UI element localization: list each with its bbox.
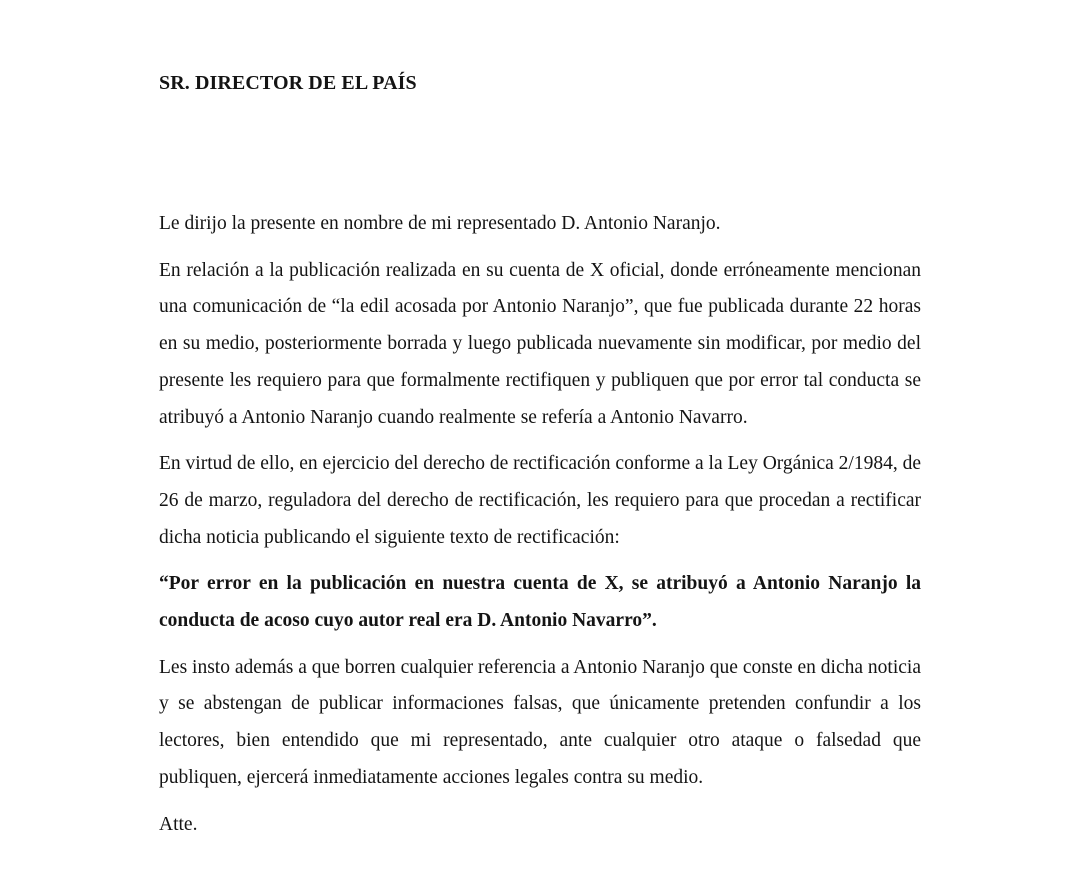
paragraph-demand: Les insto además a que borren cualquier referencia a Antonio Naranjo que conste en dicha noticia y se abstengan de publicar informaciones falsas, que únicamente pretenden confundir a los lectores, bien entendido que mi representado, ante cualquier otro ataque o falsedad que publiquen, ejercerá inmediatamente acciones legales contra su medio. — [159, 656, 921, 788]
paragraph-legal-basis: En virtud de ello, en ejercicio del derecho de rectificación conforme a la Ley Orgánica 2/1984, de 26 de marzo, reguladora del derecho de rectificación, les requiero para que procedan a rectificar dicha noticia publicando el siguiente texto de rectificación: — [159, 453, 921, 548]
paragraph-context: En relación a la publicación realizada en su cuenta de X oficial, donde erróneamente mencionan una comunicación de “la edil acosada por Antonio Naranjo”, que fue publicada durante 22 horas en su medio, posteriormente borrada y luego publicada nuevamente sin modificar, por medio del presente les requiero para que formalmente rectifiquen y publiquen que por error tal conducta se atribuyó a Antonio Naranjo cuando realmente se refería a Antonio Navarro. — [159, 259, 921, 428]
paragraph-closing: Atte. — [159, 813, 198, 835]
letter-heading: SR. DIRECTOR DE EL PAÍS — [159, 72, 417, 94]
letter-body — [159, 206, 921, 853]
paragraph-rectification-text: “Por error en la publicación en nuestra cuenta de X, se atribuyó a Antonio Naranjo la conducta de acoso cuyo autor real era D. Antonio Navarro”. — [159, 573, 921, 632]
paragraph-introduction: Le dirijo la presente en nombre de mi representado D. Antonio Naranjo. — [159, 213, 721, 234]
